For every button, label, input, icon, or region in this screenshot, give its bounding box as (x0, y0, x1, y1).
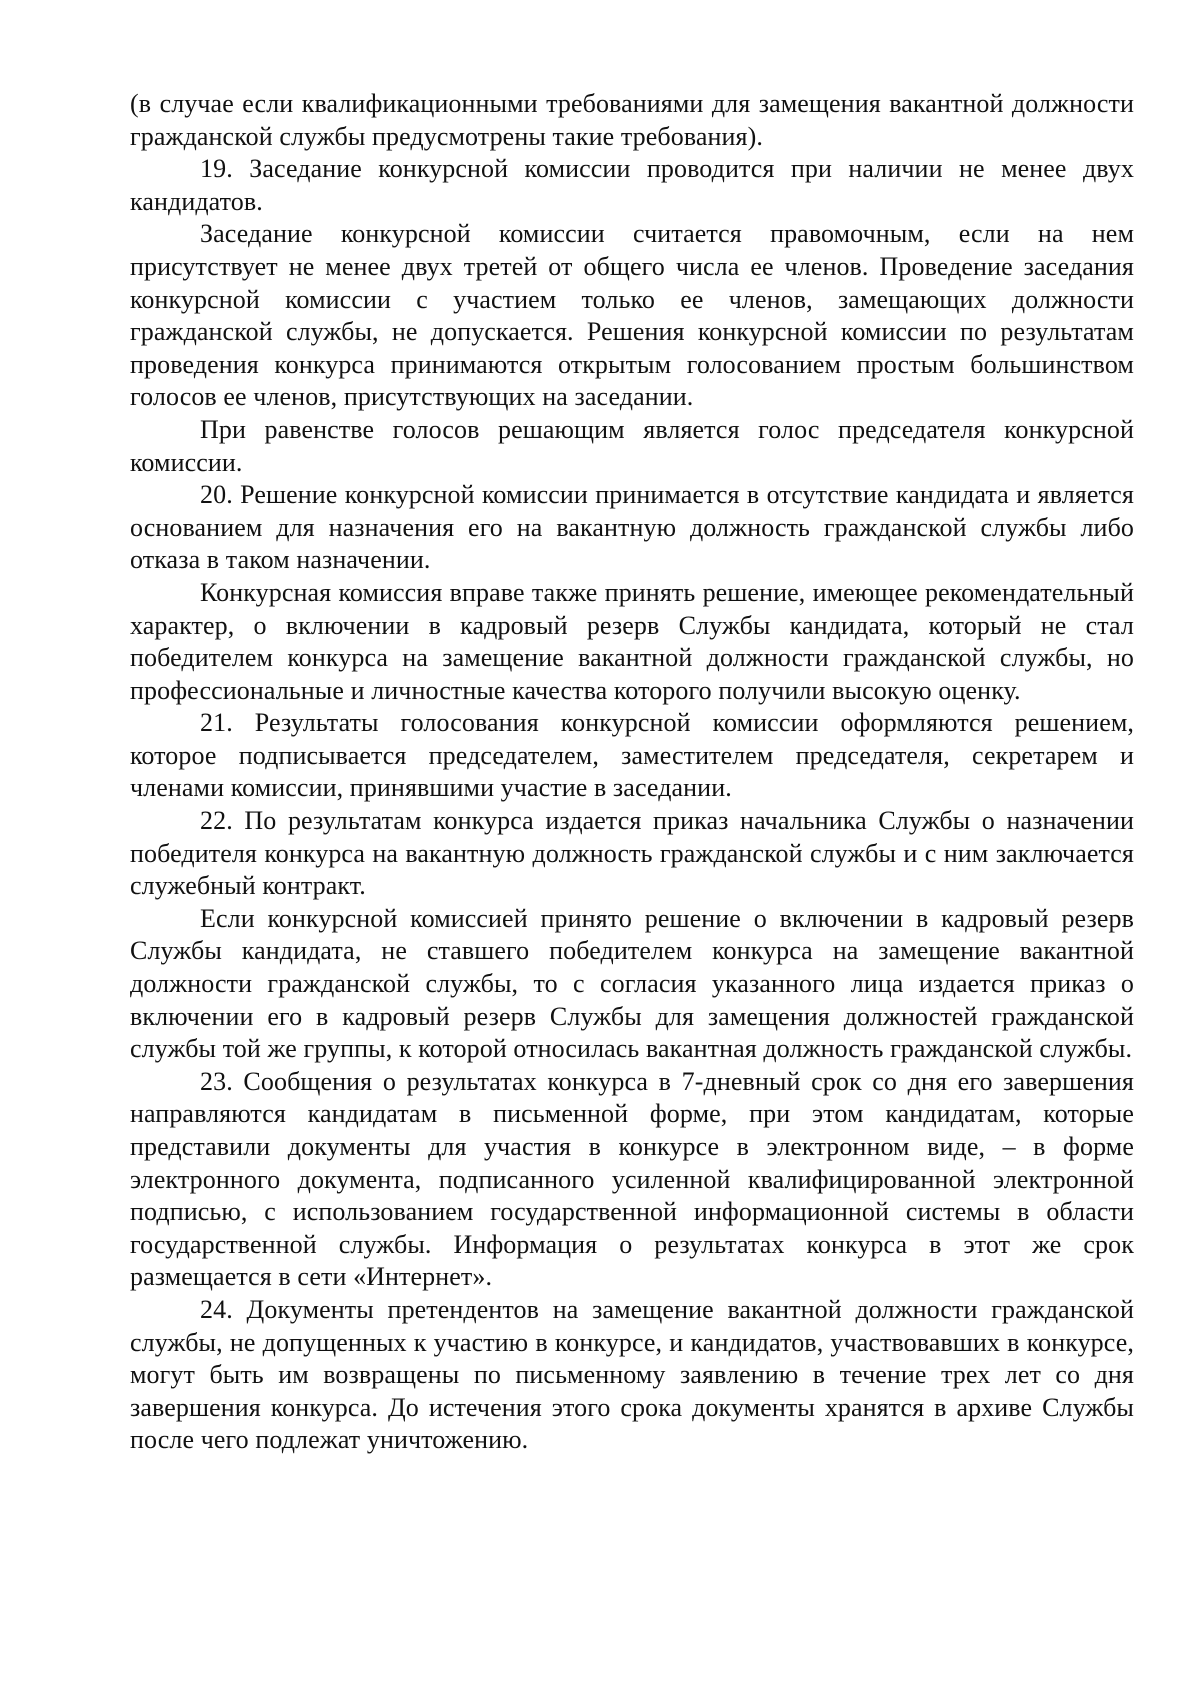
paragraph-continuation: (в случае если квалификационными требованиями для замещения вакантной должности гражданской службы предусмотрены такие требования). (130, 89, 1134, 151)
paragraph-20: 20. Решение конкурсной комиссии принимается в отсутствие кандидата и является основанием для назначения его на вакантную должность гражданской службы либо отказа в таком назначении. (130, 480, 1134, 575)
paragraph-22-reserve: Если конкурсной комиссией принято решение о включении в кадровый резерв Службы кандидата, не ставшего победителем конкурса на замещение вакантной должности гражданской службы, то с согласия указанного лица издается приказ о включении его в кадровый резерв Службы для замещения должностей гражданской службы той же группы, к которой относилась вакантная должность гражданской службы. (130, 903, 1134, 1064)
paragraph-20-reserve: Конкурсная комиссия вправе также принять решение, имеющее рекомендательный характер, о включении в кадровый резерв Службы кандидата, который не стал победителем конкурса на замещение вакантной должности гражданской службы, но профессиональные и личностные качества которого получили высокую оценку. (130, 577, 1134, 705)
paragraph-23: 23. Сообщения о результатах конкурса в 7-дневный срок со дня его завершения направляются кандидатам в письменной форме, при этом кандидатам, которые представили документы для участия в конкурсе в электронном виде, – в форме электронного документа, подписанного усиленной квалифицированной электронной подписью, с использованием государственной информационной системы в области государственной службы. Информация о результатах конкурса в этот же срок размещается в сети «Интернет». (130, 1066, 1134, 1292)
paragraph-19-tie: При равенстве голосов решающим является голос председателя конкурсной комиссии. (130, 414, 1134, 477)
paragraph-19-quorum: Заседание конкурсной комиссии считается правомочным, если на нем присутствует не менее двух третей от общего числа ее членов. Проведение заседания конкурсной комиссии с участием только ее членов, замещающих должности гражданской службы, не допускается. Решения конкурсной комиссии по результатам проведения конкурса принимаются открытым голосованием простым большинством голосов ее членов, присутствующих на заседании. (130, 219, 1134, 412)
document-page (130, 88, 1134, 1457)
paragraph-24: 24. Документы претендентов на замещение вакантной должности гражданской службы, не допущенных к участию в конкурсе, и кандидатов, участвовавших в конкурсе, могут быть им возвращены по письменному заявлению в течение трех лет со дня завершения конкурса. До истечения этого срока документы хранятся в архиве Службы после чего подлежат уничтожению. (130, 1294, 1134, 1455)
paragraph-21: 21. Результаты голосования конкурсной комиссии оформляются решением, которое подписывается председателем, заместителем председателя, секретарем и членами комиссии, принявшими участие в заседании. (130, 708, 1134, 803)
paragraph-22: 22. По результатам конкурса издается приказ начальника Службы о назначении победителя конкурса на вакантную должность гражданской службы и с ним заключается служебный контракт. (130, 806, 1134, 901)
paragraph-19: 19. Заседание конкурсной комиссии проводится при наличии не менее двух кандидатов. (130, 154, 1134, 216)
